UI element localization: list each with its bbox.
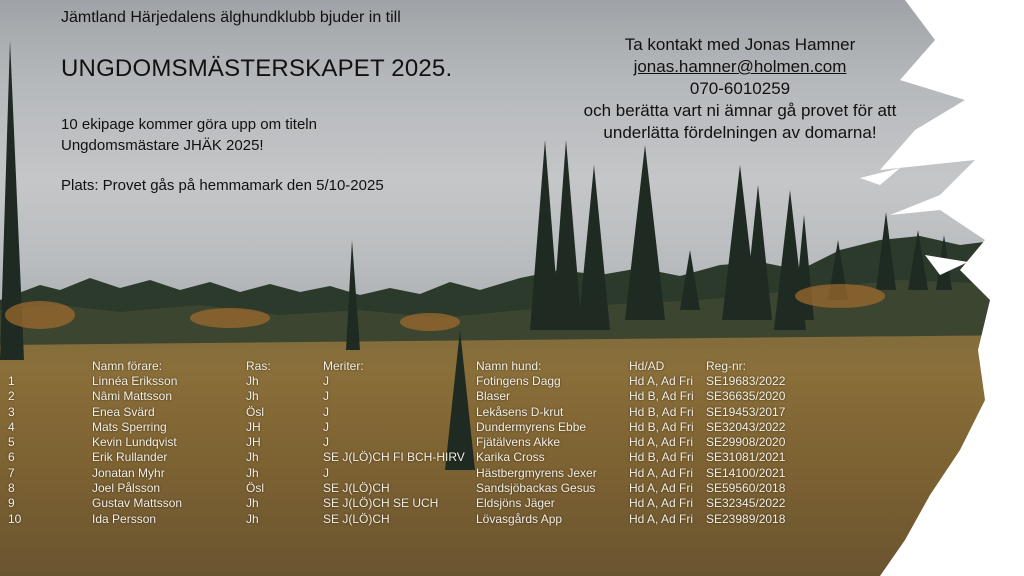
merits: J xyxy=(323,404,329,419)
registration-number: SE14100/2021 xyxy=(706,465,786,480)
hd-ad-status: Hd A, Ad Fri xyxy=(629,496,694,511)
dog-name: Hästbergmyrens Jexer xyxy=(476,465,597,480)
details-line-2: Ungdomsmästare JHÄK 2025! xyxy=(61,137,264,154)
dog-name: Karika Cross xyxy=(476,450,545,465)
merits: SE J(LÖ)CH FI BCH-HIRV xyxy=(323,450,465,465)
table-row xyxy=(0,373,826,388)
header-number xyxy=(0,358,92,373)
hd-ad-status: Hd A, Ad Fri xyxy=(629,511,694,526)
merits: J xyxy=(323,465,329,480)
breed: Jh xyxy=(246,389,259,404)
hd-ad-status: Hd A, Ad Fri xyxy=(629,373,694,388)
dog-name: Fjätälvens Akke xyxy=(476,435,561,450)
row-number: 8 xyxy=(8,481,15,496)
registration-number: SE59560/2018 xyxy=(706,481,786,496)
table-row xyxy=(0,496,826,511)
breed: Ösl xyxy=(246,481,264,496)
header-hd: Hd/AD xyxy=(629,358,665,373)
handler-name: Jonatan Myhr xyxy=(92,465,165,480)
handler-name: Ida Persson xyxy=(92,511,157,526)
table-row xyxy=(0,404,826,419)
registration-number: SE32043/2022 xyxy=(706,419,786,434)
registration-number: SE23989/2018 xyxy=(706,511,786,526)
handler-name: Kevin Lundqvist xyxy=(92,435,177,450)
merits: J xyxy=(323,419,329,434)
merits: J xyxy=(323,373,329,388)
registration-number: SE36635/2020 xyxy=(706,389,786,404)
header-breed: Ras: xyxy=(246,358,271,373)
breed: Jh xyxy=(246,373,259,388)
hd-ad-status: Hd B, Ad Fri xyxy=(629,450,694,465)
contact-email-link[interactable]: jonas.hamner@holmen.com xyxy=(633,57,847,76)
handler-name: Mats Sperring xyxy=(92,419,167,434)
merits: SE J(LÖ)CH SE UCH xyxy=(323,496,439,511)
table-row xyxy=(0,480,826,495)
row-number: 4 xyxy=(8,419,15,434)
row-number: 3 xyxy=(8,404,15,419)
merits: J xyxy=(323,435,329,450)
registration-number: SE31081/2021 xyxy=(706,450,786,465)
hd-ad-status: Hd A, Ad Fri xyxy=(629,465,694,480)
table-row xyxy=(0,511,826,526)
hd-ad-status: Hd B, Ad Fri xyxy=(629,404,694,419)
row-number: 9 xyxy=(8,496,15,511)
breed: Jh xyxy=(246,450,259,465)
table-row xyxy=(0,434,826,449)
merits: SE J(LÖ)CH xyxy=(323,511,390,526)
table-row xyxy=(0,389,826,404)
header-merits: Meriter: xyxy=(323,358,364,373)
dog-name: Fotingens Dagg xyxy=(476,373,561,388)
row-number: 6 xyxy=(8,450,15,465)
merits: J xyxy=(323,389,329,404)
hd-ad-status: Hd B, Ad Fri xyxy=(629,419,694,434)
row-number: 7 xyxy=(8,465,15,480)
registration-number: SE19683/2022 xyxy=(706,373,786,388)
table-row xyxy=(0,419,826,434)
dog-name: Lövasgårds App xyxy=(476,511,563,526)
dog-name: Sandsjöbackas Gesus xyxy=(476,481,596,496)
contact-line: underlätta fördelningen av domarna! xyxy=(603,123,877,142)
table-header-row xyxy=(0,358,826,373)
contact-phone: 070-6010259 xyxy=(689,79,791,98)
row-number: 2 xyxy=(8,389,15,404)
participants-table xyxy=(0,358,826,526)
dog-name: Dundermyrens Ebbe xyxy=(476,419,587,434)
header-dog: Namn hund: xyxy=(476,358,542,373)
header-reg: Reg-nr: xyxy=(706,358,747,373)
hd-ad-status: Hd A, Ad Fri xyxy=(629,481,694,496)
merits: SE J(LÖ)CH xyxy=(323,481,390,496)
handler-name: Erik Rullander xyxy=(92,450,168,465)
table-row xyxy=(0,450,826,465)
details-line-1: 10 ekipage kommer göra upp om titeln xyxy=(61,116,317,133)
hd-ad-status: Hd B, Ad Fri xyxy=(629,389,694,404)
header-handler: Namn förare: xyxy=(92,358,163,373)
handler-name: Nâmi Mattsson xyxy=(92,389,173,404)
table-row xyxy=(0,465,826,480)
table-body xyxy=(0,373,826,526)
breed: Ösl xyxy=(246,404,264,419)
dog-name: Lekåsens D-krut xyxy=(476,404,564,419)
place-text: Plats: Provet gås på hemmamark den 5/10-2025 xyxy=(61,177,384,194)
breed: Jh xyxy=(246,511,259,526)
handler-name: Joel Pålsson xyxy=(92,481,161,496)
breed: Jh xyxy=(246,465,259,480)
dog-name: Blaser xyxy=(476,389,511,404)
contact-line: och berätta vart ni ämnar gå provet för att xyxy=(583,101,897,120)
intro-text: Jämtland Härjedalens älghundklubb bjuder in till xyxy=(61,9,401,26)
contact-line: Ta kontakt med Jonas Hamner xyxy=(624,35,856,54)
breed: JH xyxy=(246,435,261,450)
dog-name: Eldsjöns Jäger xyxy=(476,496,555,511)
registration-number: SE29908/2020 xyxy=(706,435,786,450)
hd-ad-status: Hd A, Ad Fri xyxy=(629,435,694,450)
row-number: 1 xyxy=(8,373,15,388)
handler-name: Enea Svärd xyxy=(92,404,155,419)
breed: Jh xyxy=(246,496,259,511)
handler-name: Linnéa Eriksson xyxy=(92,373,178,388)
registration-number: SE19453/2017 xyxy=(706,404,786,419)
contact-block xyxy=(540,34,940,144)
row-number: 10 xyxy=(8,511,22,526)
handler-name: Gustav Mattsson xyxy=(92,496,183,511)
row-number: 5 xyxy=(8,435,15,450)
breed: JH xyxy=(246,419,261,434)
registration-number: SE32345/2022 xyxy=(706,496,786,511)
event-title: UNGDOMSMÄSTERSKAPET 2025. xyxy=(61,55,453,82)
